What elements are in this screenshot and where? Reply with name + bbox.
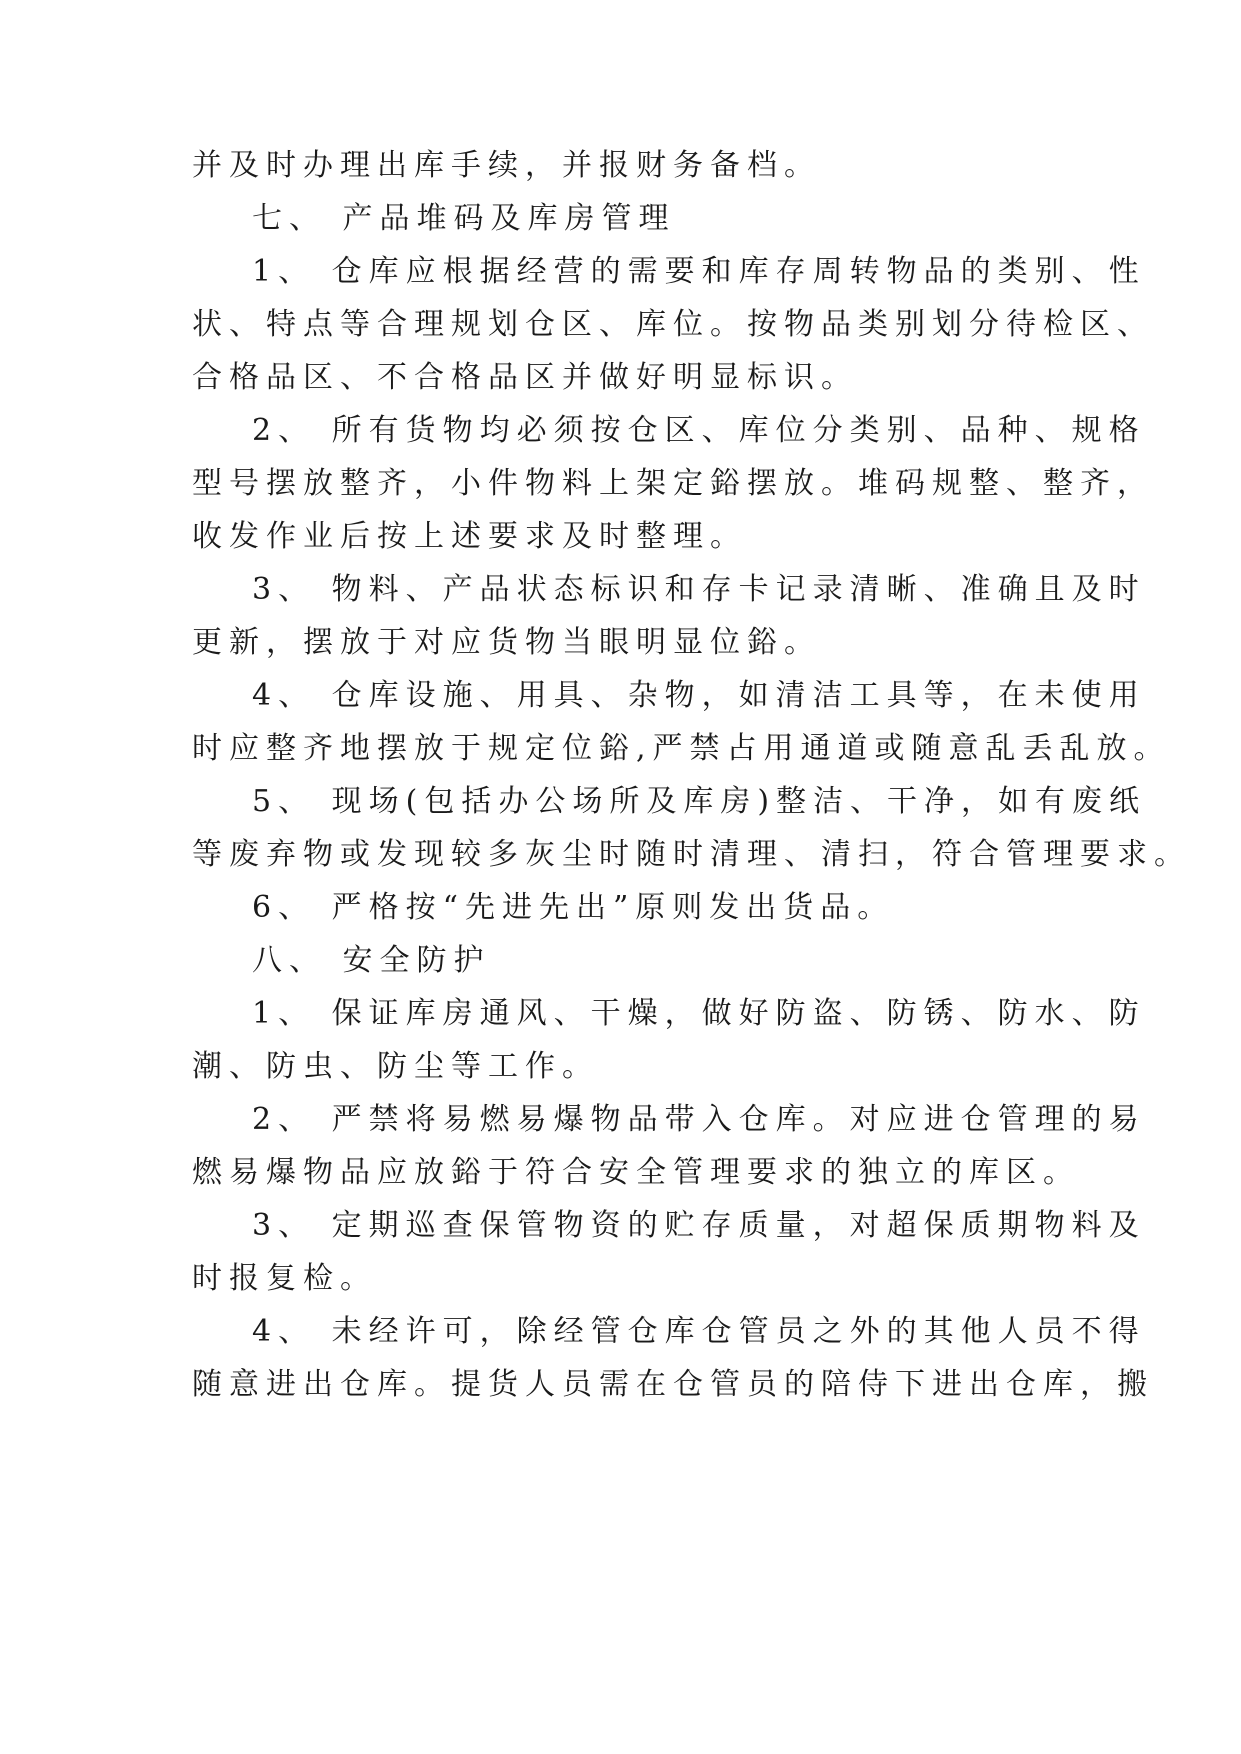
text-line: 时应整齐地摆放于规定位鋊,严禁占用通道或随意乱丢乱放。: [192, 731, 1171, 766]
text-line: 合格品区、不合格品区并做好明显标识。: [192, 360, 858, 395]
text-line: 1、 仓库应根据经营的需要和库存周转物品的类别、性: [252, 254, 1146, 289]
text-line: 2、 所有货物均必须按仓区、库位分类别、品种、规格: [252, 413, 1146, 448]
section-heading: 七、 产品堆码及库房管理: [252, 201, 676, 236]
text-line: 收发作业后按上述要求及时整理。: [192, 519, 747, 554]
text-line: 6、 严格按“先进先出”原则发出货品。: [252, 890, 895, 925]
text-line: 燃易爆物品应放鋊于符合安全管理要求的独立的库区。: [192, 1155, 1080, 1190]
text-line: 4、 未经许可，除经管仓库仓管员之外的其他人员不得: [252, 1314, 1146, 1349]
text-line: 型号摆放整齐，小件物料上架定鋊摆放。堆码规整、整齐，: [192, 466, 1154, 501]
text-line: 4、 仓库设施、用具、杂物，如清洁工具等，在未使用: [252, 678, 1146, 713]
text-line: 并及时办理出库手续，并报财务备档。: [192, 148, 821, 183]
text-line: 随意进出仓库。提货人员需在仓管员的陪侍下进出仓库，搬: [192, 1367, 1154, 1402]
text-line: 5、 现场(包括办公场所及库房)整洁、干净，如有废纸: [252, 784, 1147, 819]
text-line: 1、 保证库房通风、干燥，做好防盗、防锈、防水、防: [252, 996, 1146, 1031]
text-line: 3、 物料、产品状态标识和存卡记录清晰、准确且及时: [252, 572, 1146, 607]
text-line: 3、 定期巡查保管物资的贮存质量，对超保质期物料及: [252, 1208, 1146, 1243]
text-line: 2、 严禁将易燃易爆物品带入仓库。对应进仓管理的易: [252, 1102, 1146, 1137]
text-line: 更新，摆放于对应货物当眼明显位鋊。: [192, 625, 821, 660]
text-line: 时报复检。: [192, 1261, 377, 1296]
section-heading: 八、 安全防护: [252, 943, 491, 978]
text-line: 等废弃物或发现较多灰尘时随时清理、清扫，符合管理要求。: [192, 837, 1191, 872]
text-line: 潮、防虫、防尘等工作。: [192, 1049, 599, 1084]
text-line: 状、特点等合理规划仓区、库位。按物品类别划分待检区、: [192, 307, 1154, 342]
